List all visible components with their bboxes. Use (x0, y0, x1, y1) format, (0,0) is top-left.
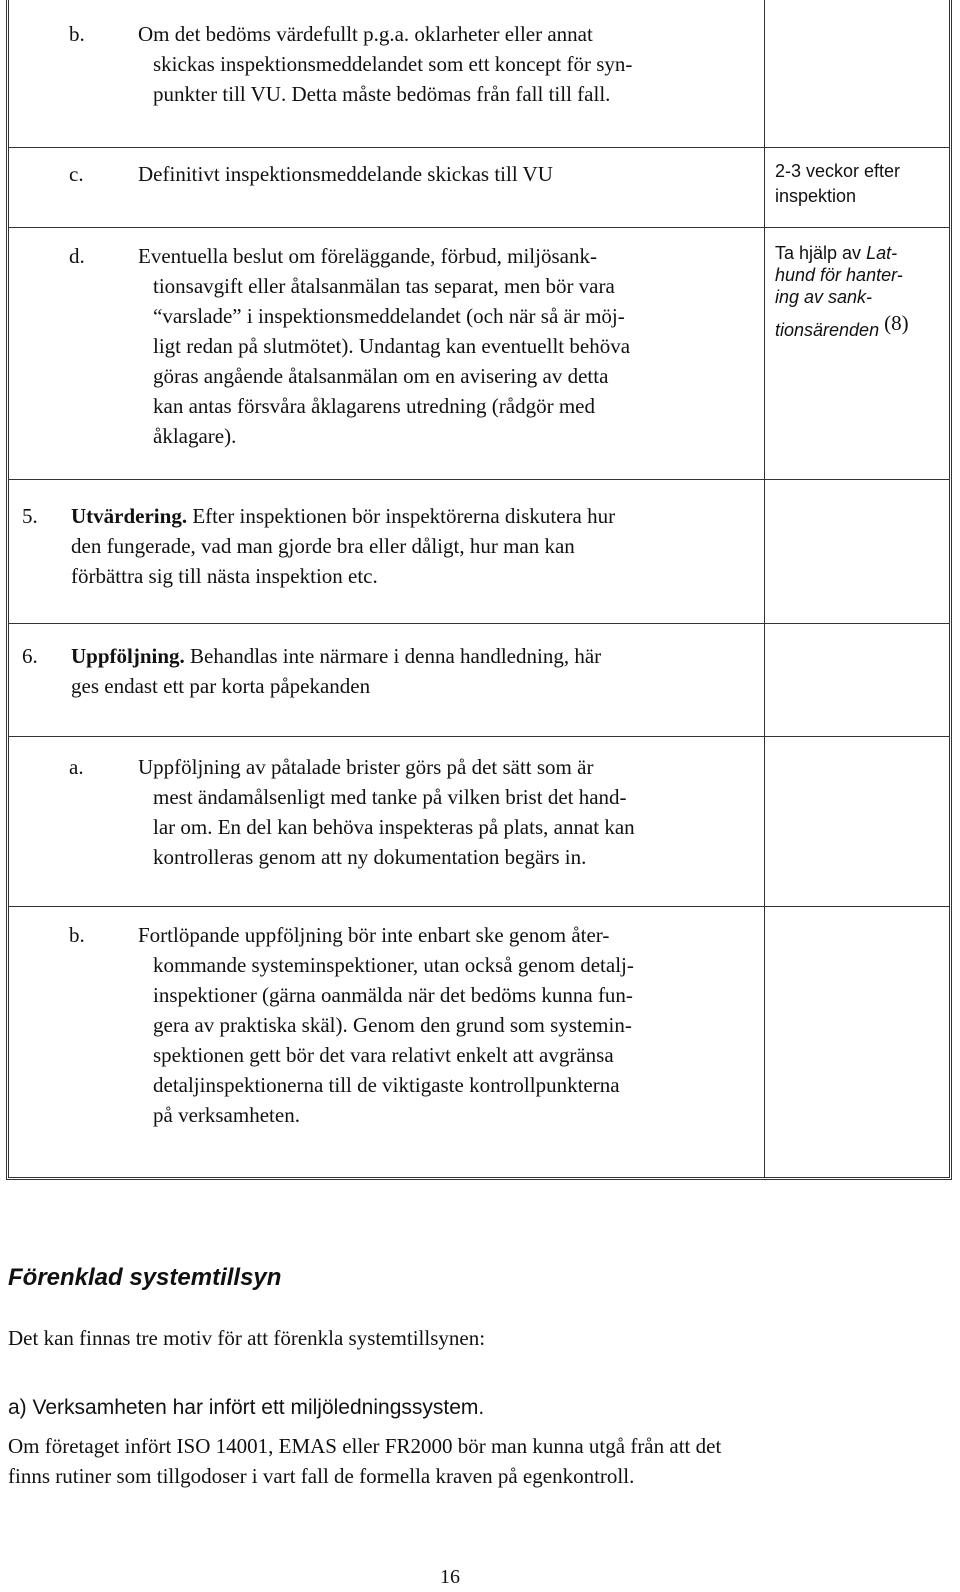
text-fragment: Efter inspektionen bör inspektörerna diskutera hur (187, 504, 616, 528)
text-line: förbättra sig till nästa inspektion etc. (71, 564, 378, 588)
section-number: 6. (22, 644, 38, 668)
item-marker: b. (69, 923, 85, 947)
section-title: Utvärdering. (71, 504, 188, 528)
table-row (9, 906, 949, 1177)
text-line: tionsavgift eller åtalsanmälan tas separat, men bör vara (153, 274, 615, 298)
item-marker: c. (69, 162, 84, 186)
table-row (9, 227, 949, 479)
item-text (138, 241, 758, 451)
intro-paragraph: Det kan finnas tre motiv för att förenkla systemtillsynen: (8, 1326, 486, 1350)
item-marker: b. (69, 22, 85, 46)
text-line: på verksamheten. (153, 1103, 300, 1127)
text-line: Fortlöpande uppföljning bör inte enbart ske genom åter- (138, 923, 610, 947)
text-line: Om företaget infört ISO 14001, EMAS eller FR2000 bör man kunna utgå från att det (8, 1434, 722, 1458)
reference-note (775, 242, 945, 341)
text-line: lar om. En del kan behöva inspekteras på plats, annat kan (153, 815, 635, 839)
text-line: spektionen gett bör det vara relativt enkelt att avgränsa (153, 1043, 614, 1067)
item-text (138, 19, 758, 109)
table-row (9, 736, 949, 906)
section-text (71, 641, 751, 701)
text-line: ing av sank- (775, 287, 873, 307)
text-line: kontrolleras genom att ny dokumentation begärs in. (153, 845, 587, 869)
text-line: Eventuella beslut om föreläggande, förbud, miljösank- (138, 244, 597, 268)
text-line: den fungerade, vad man gjorde bra eller dåligt, hur man kan (71, 534, 575, 558)
section-text (71, 501, 751, 591)
table-row (9, 0, 949, 147)
text-fragment: Behandlas inte närmare i denna handledning, här (184, 644, 602, 668)
table-row (9, 623, 949, 736)
text-line: kan antas försvåra åklagarens utredning (rådgör med (153, 394, 595, 418)
text-line: Om det bedöms värdefullt p.g.a. oklarheter eller annat (138, 22, 593, 46)
text-line: göras angående åtalsanmälan om en avisering av detta (153, 364, 609, 388)
item-text (138, 752, 758, 872)
item-marker: d. (69, 244, 85, 268)
item-text (138, 920, 758, 1130)
text-line: 2-3 veckor efter (775, 161, 901, 181)
timing-note (775, 159, 945, 209)
table-row (9, 479, 949, 623)
text-line: hund för hanter- (775, 265, 903, 285)
text-line: gera av praktiska skäl). Genom den grund som systemin- (153, 1013, 632, 1037)
text-line: inspektioner (gärna oanmälda när det bedöms kunna fun- (153, 983, 633, 1007)
text-line: åklagare). (153, 424, 237, 448)
text-line: mest ändamålsenligt med tanke på vilken brist det hand- (153, 785, 627, 809)
text-line: skickas inspektionsmeddelandet som ett koncept för syn- (153, 52, 633, 76)
section-heading: Förenklad systemtillsyn (8, 1264, 282, 1291)
item-text (138, 159, 758, 189)
motive-body (8, 1431, 948, 1491)
item-marker: a. (69, 755, 84, 779)
text-line: ligt redan på slutmötet). Undantag kan eventuellt behöva (153, 334, 631, 358)
text-line: detaljinspektionerna till de viktigaste kontrollpunkterna (153, 1073, 620, 1097)
page-number: 16 (440, 1566, 460, 1588)
table-row (9, 147, 949, 227)
procedure-table (6, 0, 952, 1180)
footnote-ref: (8) (884, 311, 909, 335)
text-fragment: Ta hjälp av (775, 243, 867, 263)
section-title: Uppföljning. (71, 644, 185, 668)
text-fragment: Lat- (866, 243, 898, 263)
text-line: finns rutiner som tillgodoser i vart fall de formella kraven på egenkontroll. (8, 1464, 635, 1488)
text-line: Definitivt inspektionsmeddelande skickas till VU (138, 162, 553, 186)
text-line: ges endast ett par korta påpekanden (71, 674, 371, 698)
text-line: inspektion (775, 186, 857, 206)
text-line: “varslade” i inspektionsmeddelandet (och när så är möj- (153, 304, 625, 328)
text-line: kommande systeminspektioner, utan också genom detalj- (153, 953, 634, 977)
column-divider (764, 0, 765, 1177)
text-line: Uppföljning av påtalade brister görs på det sätt som är (138, 755, 594, 779)
text-line: punkter till VU. Detta måste bedömas från fall till fall. (153, 82, 611, 106)
text-fragment: tionsärenden (775, 320, 880, 340)
motive-heading: a) Verksamheten har infört ett miljöledningssystem. (8, 1396, 485, 1419)
section-number: 5. (22, 504, 38, 528)
